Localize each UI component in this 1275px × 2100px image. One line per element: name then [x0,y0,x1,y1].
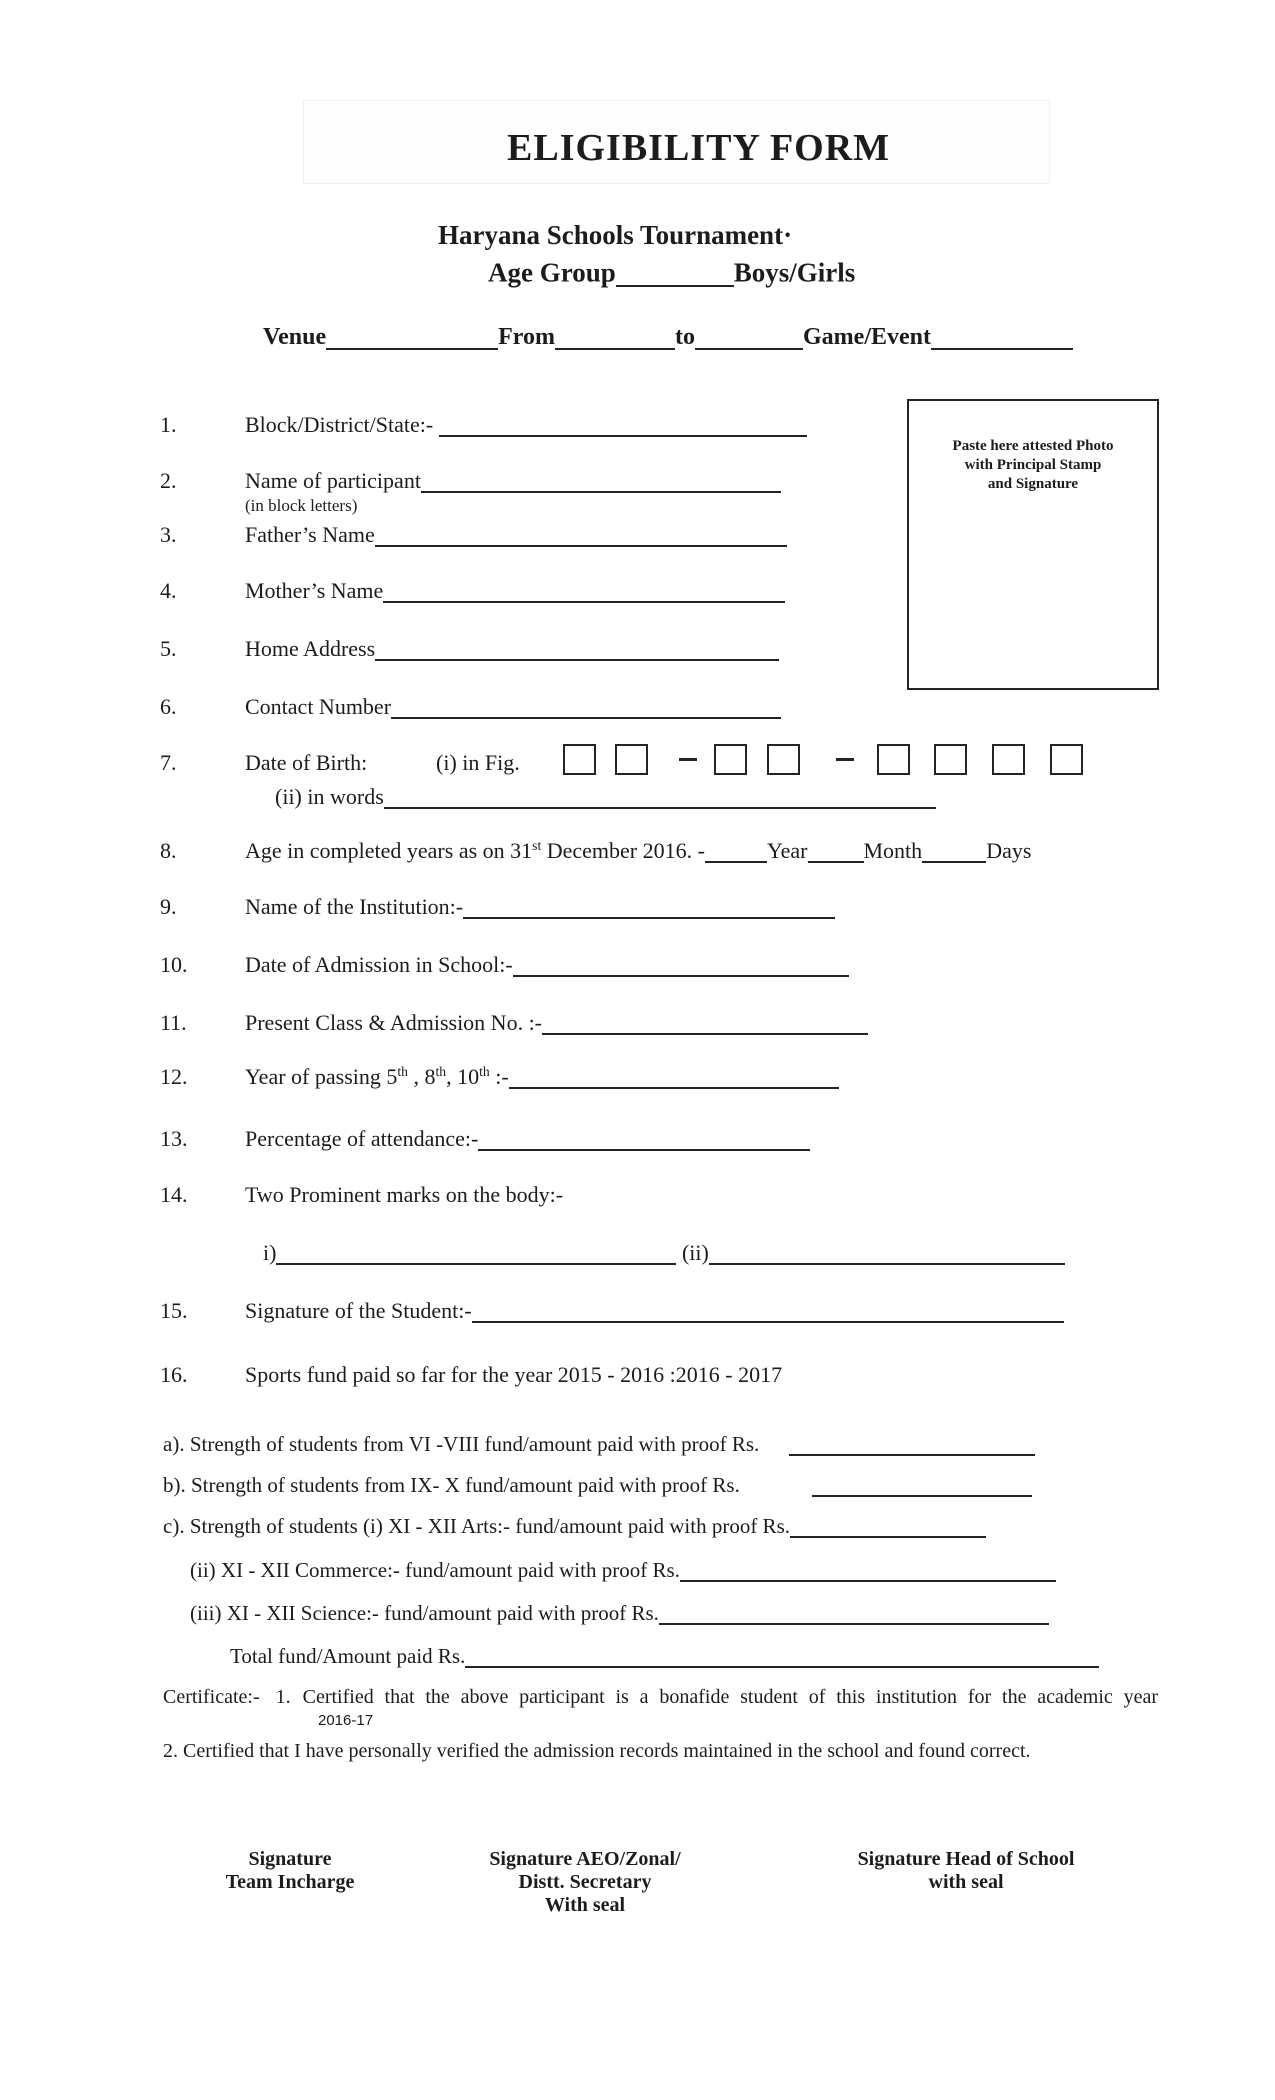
item-number: 13. [160,1126,188,1152]
signature-aeo-zonal [440,1848,730,1917]
age-group-line [488,257,855,288]
fund-row-xi-xii-science [190,1601,1049,1626]
photo-box-line1: Paste here attested Photo [952,438,1114,454]
signature-head-of-school [810,1848,1122,1894]
month-label: Month [863,838,923,864]
signature-line: with seal [928,1871,1004,1893]
blank-amount [659,1601,1049,1625]
blank-line [472,1298,1064,1323]
dob-digit-boxes [563,744,1083,775]
signature-line: Distt. Secretary [518,1871,652,1893]
block-letters-note: (in block letters) [245,496,358,515]
item-label: Father’s Name [245,522,375,548]
signature-line: Team Incharge [225,1871,355,1893]
item-number: 10. [160,952,188,978]
fund-row-total [230,1644,1099,1669]
item-label-mid: , 8 [407,1064,436,1090]
item-number: 9. [160,894,177,920]
fund-row-vi-viii [163,1432,1035,1457]
item-age-completed [160,838,1031,864]
to-blank [695,323,803,350]
item-number: 1. [160,412,177,438]
item-fathers-name [160,522,787,548]
mark-i-label: i) [263,1240,277,1266]
fund-label: a). Strength of students from VI -VIII fund/amount paid with proof Rs. [163,1432,760,1457]
venue-blank [326,323,498,350]
item-label: Year of passing 5 [245,1064,398,1090]
item-date-of-birth [160,750,520,776]
blank-amount [789,1432,1035,1456]
blank-amount [790,1514,986,1538]
item-mothers-name [160,578,785,604]
signature-line: Signature [248,1848,332,1870]
photo-paste-box [907,399,1159,690]
item-label-end: :- [489,1064,509,1090]
item-prominent-marks [160,1182,563,1208]
item-label: Date of Birth: [245,750,368,775]
fund-label: (iii) XI - XII Science:- fund/amount paid with proof Rs. [190,1601,659,1626]
item-label: Home Address [245,636,376,662]
blank-line [439,412,807,437]
item-label-mid: , 10 [446,1064,480,1090]
venue-label: Venue [263,324,327,351]
item-label-mid: December 2016. - [541,838,705,864]
signature-line: Signature AEO/Zonal/ [489,1848,681,1870]
item-number: 11. [160,1010,187,1036]
dob-year-box-2 [934,744,967,775]
dob-dash-2 [836,758,854,761]
dob-day-box-2 [615,744,648,775]
item-block-district-state [160,412,807,438]
fund-row-xi-xii-commerce [190,1558,1056,1583]
fund-label: b). Strength of students from IX- X fund/amount paid with proof Rs. [163,1473,740,1498]
blank-mark-2 [709,1240,1065,1265]
dob-year-box-1 [877,744,910,775]
to-label: to [675,324,696,351]
item-student-signature [160,1298,1064,1324]
item-number: 12. [160,1064,188,1090]
venue-line [263,323,1073,351]
dob-month-box-1 [714,744,747,775]
item-attendance-percentage [160,1126,810,1152]
photo-box-line3: and Signature [987,476,1079,492]
age-group-label: Age Group [488,257,616,288]
item-number: 5. [160,636,177,662]
certificate-line-2: 2. Certified that I have personally verified the admission records maintained in the school and found correct. [163,1740,1031,1762]
game-event-blank [931,323,1073,350]
blank-amount [812,1473,1032,1497]
dob-month-box-2 [767,744,800,775]
dob-year-box-4 [1050,744,1083,775]
certificate-number: 1. [275,1686,291,1708]
certificate-text: Certified that the above participant is a bonafide student of this institution for the academic year [302,1686,1158,1708]
blank-line [384,784,936,809]
item-contact-number [160,694,781,720]
signature-line: With seal [544,1894,626,1916]
item-label: Block/District/State:- [245,412,434,438]
item-number: 4. [160,578,177,604]
dob-in-figures-label: (i) in Fig. [436,750,520,775]
blank-mark-1 [276,1240,676,1265]
blank-amount [465,1644,1099,1668]
item-label: Name of the Institution:- [245,894,464,920]
blank-line [375,636,779,661]
item-label: Sports fund paid so far for the year 2015 - 2016 :2016 - 2017 [245,1362,783,1387]
blank-amount [680,1558,1056,1582]
blank-line [509,1064,839,1089]
item-label: Percentage of attendance:- [245,1126,479,1152]
fund-label: c). Strength of students (i) XI - XII Arts:- fund/amount paid with proof Rs. [163,1514,790,1539]
signature-line: Signature Head of School [857,1848,1075,1870]
boys-girls-label: Boys/Girls [733,257,856,288]
item-home-address [160,636,779,662]
item-number: 2. [160,468,177,494]
item-number: 6. [160,694,177,720]
form-title: ELIGIBILITY FORM [507,127,891,169]
superscript-st: st [532,837,542,853]
item-admission-date [160,952,849,978]
blank-line [421,468,781,493]
blank-line [463,894,835,919]
blank-line [542,1010,868,1035]
game-event-label: Game/Event [803,324,931,351]
dob-dash-1 [679,758,697,761]
certificate-label: Certificate:- [163,1686,260,1708]
item-number: 7. [160,750,177,775]
academic-year-small: 2016-17 [318,1712,374,1729]
fund-label: (ii) XI - XII Commerce:- fund/amount paid with proof Rs. [190,1558,680,1583]
dob-in-words-label: (ii) in words [275,784,384,810]
item-label: Mother’s Name [245,578,384,604]
fund-row-xi-xii-arts [163,1514,986,1539]
item-number: 8. [160,838,177,864]
superscript-th: th [397,1063,408,1079]
blank-line [375,522,787,547]
from-blank [555,323,675,350]
item-number: 14. [160,1182,188,1207]
blank-line [478,1126,810,1151]
year-label: Year [766,838,808,864]
fund-row-ix-x [163,1473,1032,1498]
certificate-line-1 [163,1686,1158,1709]
blank-line [513,952,849,977]
item-year-of-passing [160,1064,839,1090]
item-sports-fund [160,1362,782,1388]
from-label: From [498,324,556,351]
item-label: Name of participant [245,468,421,494]
item-number: 3. [160,522,177,548]
item-label: Age in completed years as on 31 [245,838,533,864]
item-label: Two Prominent marks on the body:- [245,1182,564,1207]
superscript-th: th [435,1063,447,1079]
mark-ii-label: (ii) [681,1240,709,1266]
superscript-th: th [479,1063,490,1079]
age-group-blank [616,257,734,287]
blank-months [808,838,864,863]
blank-years [705,838,767,863]
photo-box-line2: with Principal Stamp [964,457,1102,473]
fund-label: Total fund/Amount paid Rs. [230,1644,466,1669]
blank-line [391,694,781,719]
item-label: Date of Admission in School:- [245,952,513,978]
blank-days [922,838,986,863]
item-class-admission-no [160,1010,868,1036]
dob-year-box-3 [992,744,1025,775]
item-institution-name [160,894,835,920]
dob-in-words-row [275,784,936,810]
dob-day-box-1 [563,744,596,775]
item-number: 15. [160,1298,188,1324]
days-label: Days [986,838,1032,864]
item-name-of-participant [160,468,781,494]
item-label: Contact Number [245,694,392,720]
blank-line [383,578,785,603]
item-label: Present Class & Admission No. :- [245,1010,543,1036]
item-number: 16. [160,1362,188,1387]
prominent-marks-blanks-row [263,1240,1065,1266]
item-label: Signature of the Student:- [245,1298,472,1324]
signature-team-incharge [160,1848,420,1894]
tournament-subtitle: Haryana Schools Tournament· [438,220,793,250]
